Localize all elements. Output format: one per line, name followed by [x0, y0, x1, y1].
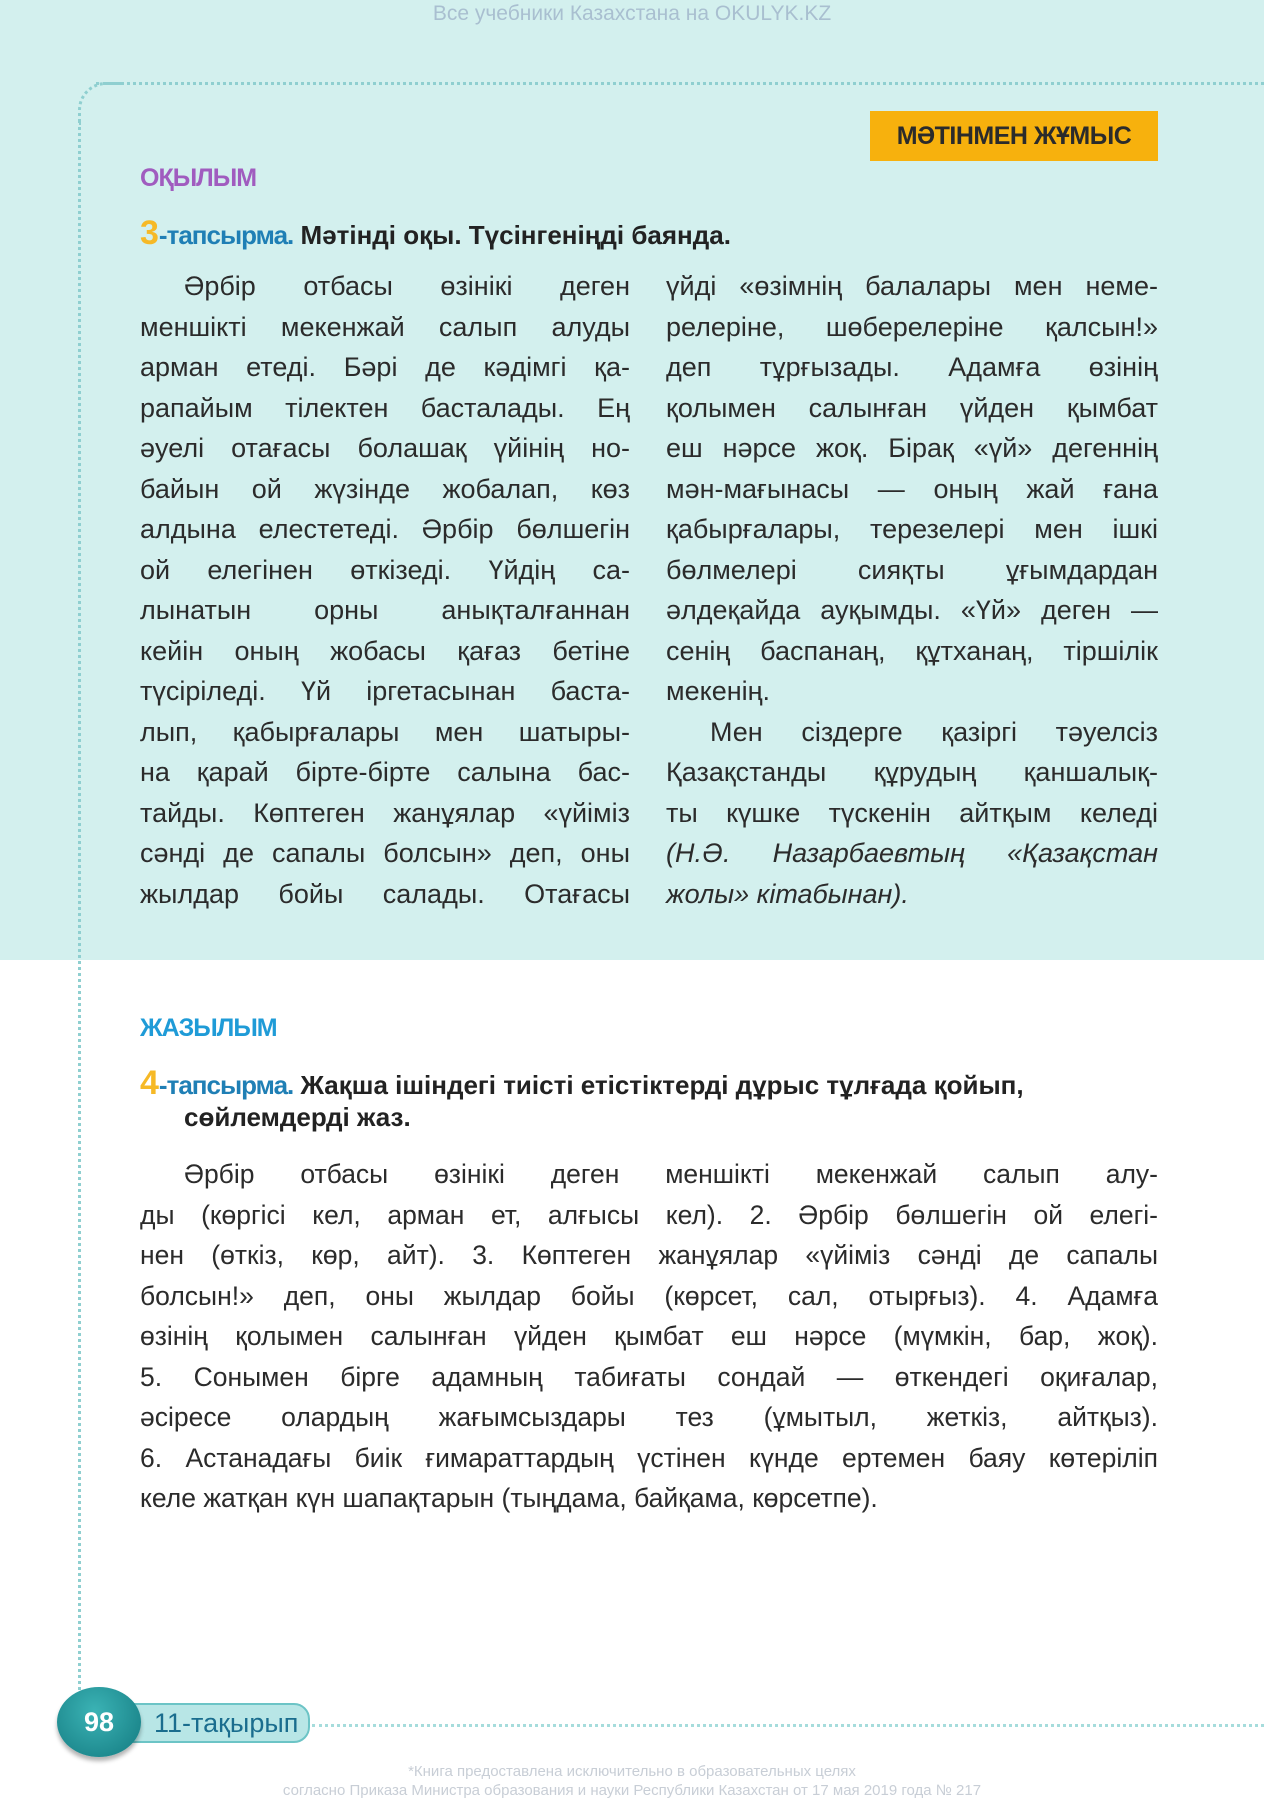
text-line: ой елегінен өткізеді. Үйдің са- [140, 554, 630, 585]
footer-note: *Книга предоставлена исключительно в образовательных целях [408, 1763, 856, 1780]
text-line: жылдар бойы салады. Отағасы [140, 878, 630, 909]
text-line: Мен сіздерге қазіргі тәуелсіз [710, 716, 1158, 747]
text-line: алдына елестетеді. Әрбір бөлшегін [140, 514, 630, 544]
text-line: өзінің қолымен салынған үйден қымбат еш нәрсе (мүмкін, бар, жоқ). [140, 1321, 1158, 1351]
task-instruction: Мәтінді оқы. Түсінгеніңді баянда. [293, 220, 731, 250]
text-line: тайды. Көптеген жанұялар «үйіміз [140, 797, 630, 828]
text-line: қолымен салынған үйден қымбат [666, 392, 1158, 423]
task-instruction: Жақша ішіндегі тиісті етістіктерді дұрыс тұлғада қойып, [293, 1070, 1024, 1100]
text-line: Әрбір отбасы өзінікі деген меншікті мекенжай салып алу- [184, 1159, 1158, 1189]
text-line: на қарай бірте-бірте салына бас- [140, 757, 630, 787]
text-line: байын ой жүзінде жобалап, көз [140, 473, 630, 504]
dotted-border-left [78, 120, 81, 1690]
text-line: үйді «өзімнің балалары мен неме- [666, 271, 1158, 301]
text-line: 5. Сонымен бірге адамның табиғаты сондай — өткендегі оқиғалар, [140, 1361, 1158, 1392]
text-line: Қазақстанды құрудың қаншалық- [666, 757, 1158, 787]
text-line: лынатын орны анықталғаннан [140, 595, 630, 625]
text-line: ды (көргісі кел, арман ет, алғысы кел). 2. Әрбір бөлшегін ой елегі- [140, 1199, 1158, 1230]
text-column-right [666, 266, 1158, 914]
text-line: қабырғалары, терезелері мен ішкі [666, 514, 1158, 544]
text-line: арман етеді. Бәрі де кәдімгі қа- [140, 352, 630, 382]
task-label: -тапсырма. [158, 1070, 294, 1100]
page-number: 98 [57, 1687, 141, 1757]
text-column-left [140, 266, 630, 914]
text-line: түсіріледі. Үй іргетасынан баста- [140, 676, 630, 706]
task-number: 3 [140, 214, 159, 252]
text-line: нен (өткіз, көр, айт). 3. Көптеген жанұялар «үйіміз сәнді де сапалы [140, 1240, 1158, 1270]
writing-section-title: ЖАЗЫЛЫМ [140, 1014, 277, 1042]
section-badge: МӘТІНМЕН ЖҰМЫС [870, 111, 1158, 161]
text-line: әсіресе олардың жағымсыздары тез (ұмытыл, жеткіз, айтқыз). [140, 1402, 1158, 1432]
topic-label: 11-тақырып [120, 1703, 310, 1743]
text-line: (Н.Ә. Назарбаевтың «Қазақстан [666, 838, 1158, 868]
text-line: әуелі отағасы болашақ үйінің но- [140, 433, 630, 463]
text-line: мән-мағынасы — оның жай ғана [666, 473, 1158, 504]
text-line: ты күшке түскенін айтқым келеді [666, 797, 1158, 828]
reading-section-title: ОҚЫЛЫМ [140, 164, 257, 192]
task-4-heading [140, 1064, 1024, 1103]
text-line: сәнді де сапалы болсын» деп, оны [140, 838, 630, 868]
text-line: бөлмелері сияқты ұғымдардан [666, 554, 1158, 585]
task-instruction-cont: сөйлемдерді жаз. [184, 1102, 411, 1132]
text-line: кейін оның жобасы қағаз бетіне [140, 635, 630, 666]
text-line: мекенің. [666, 676, 771, 706]
task-label: -тапсырма. [158, 220, 294, 250]
text-line: лып, қабырғалары мен шатыры- [140, 716, 630, 747]
text-line: Әрбір отбасы өзінікі деген [184, 271, 630, 301]
task-3-heading [140, 214, 731, 253]
text-line: рапайым тілектен басталады. Ең [140, 392, 630, 423]
text-line: сенің баспанаң, құтханаң, тіршілік [666, 635, 1158, 666]
text-line: еш нәрсе жоқ. Бірақ «үй» дегеннің [666, 433, 1158, 463]
exercise-paragraph [140, 1154, 1158, 1519]
text-line: болсын!» деп, оны жылдар бойы (көрсет, сал, отырғыз). 4. Адамға [140, 1280, 1158, 1311]
dotted-border-top [96, 82, 1264, 85]
watermark: Все учебники Казахстана на OKULYK.KZ [432, 2, 832, 25]
text-line: меншікті мекенжай салып алуды [140, 311, 630, 342]
footer-note: согласно Приказа Министра образования и науки Республики Казахстан от 17 мая 2019 года № 217 [282, 1782, 982, 1799]
text-line: әлдеқайда ауқымды. «Үй» деген — [666, 595, 1158, 625]
dotted-footer-line [312, 1724, 1264, 1727]
text-line: 6. Астанадағы биік ғимараттардың үстінен күнде ертемен баяу көтеріліп [140, 1442, 1158, 1473]
task-number: 4 [140, 1064, 159, 1102]
text-line: релеріне, шөберелеріне қалсын!» [666, 311, 1158, 342]
text-line: деп тұрғызады. Адамға өзінің [666, 352, 1158, 382]
text-line: жолы» кітабынан). [666, 878, 909, 909]
text-line: келе жатқан күн шапақтарын (тыңдама, байқама, көрсетпе). [140, 1483, 878, 1513]
